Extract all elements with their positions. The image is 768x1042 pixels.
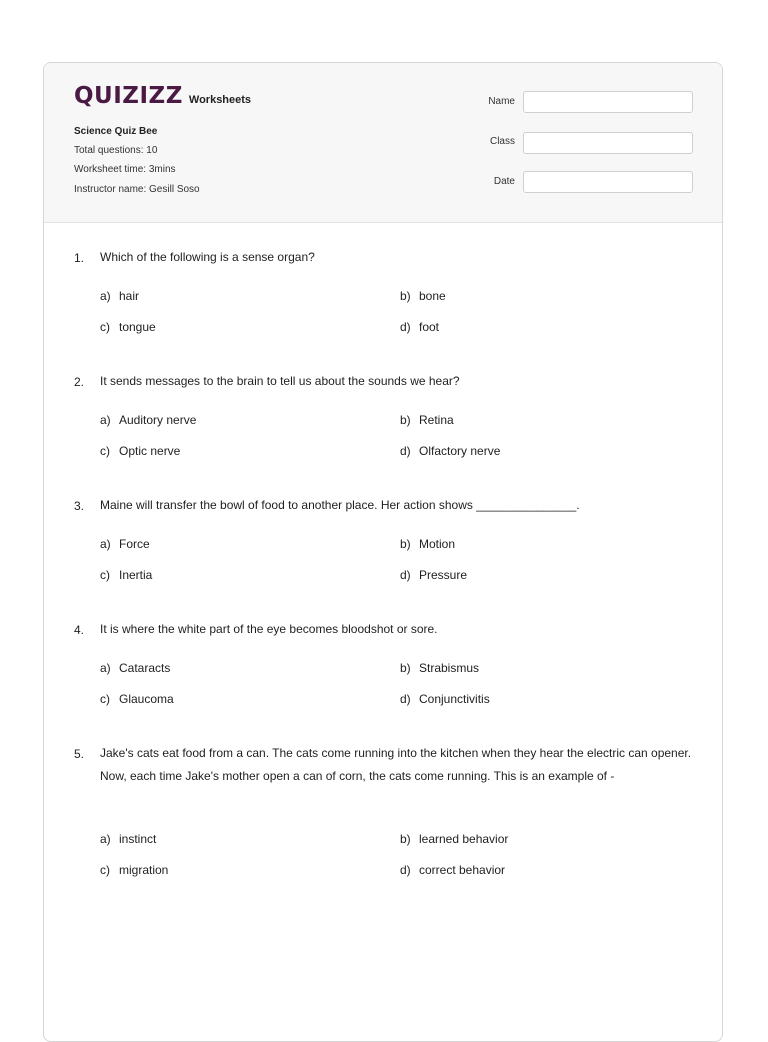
option-a	[100, 537, 150, 551]
option-c	[100, 320, 156, 334]
brand	[74, 83, 251, 109]
option-letter: d)	[400, 863, 411, 877]
option-letter: a)	[100, 537, 111, 551]
option-a	[100, 413, 196, 427]
quiz-title: Science Quiz Bee	[74, 126, 158, 137]
date-field[interactable]	[523, 171, 693, 193]
option-text: Conjunctivitis	[419, 692, 490, 706]
option-d	[400, 863, 505, 877]
question-text: It is where the white part of the eye becomes bloodshot or sore.	[100, 622, 438, 636]
class-field[interactable]	[523, 132, 693, 154]
option-letter: d)	[400, 320, 411, 334]
option-text: Optic nerve	[119, 444, 181, 458]
option-c	[100, 568, 152, 582]
option-letter: b)	[400, 289, 411, 303]
option-c	[100, 863, 168, 877]
option-c	[100, 692, 174, 706]
option-letter: d)	[400, 692, 411, 706]
option-d	[400, 692, 490, 706]
question-number: 5.	[74, 747, 85, 761]
option-text: correct behavior	[419, 863, 506, 877]
quizizz-logo: QUIZIZZ	[74, 83, 183, 109]
question-text: Which of the following is a sense organ?	[100, 250, 315, 264]
option-letter: a)	[100, 413, 111, 427]
name-label: Name	[488, 96, 515, 107]
option-letter: b)	[400, 537, 411, 551]
option-letter: b)	[400, 413, 411, 427]
option-text: bone	[419, 289, 446, 303]
worksheet-card	[43, 62, 723, 1042]
option-letter: c)	[100, 568, 110, 582]
question-number: 3.	[74, 499, 85, 513]
total-questions: Total questions: 10	[74, 145, 158, 156]
option-text: Glaucoma	[119, 692, 174, 706]
option-d	[400, 568, 467, 582]
option-letter: a)	[100, 832, 111, 846]
date-label: Date	[493, 176, 515, 187]
option-a	[100, 289, 139, 303]
option-letter: d)	[400, 444, 411, 458]
option-b	[400, 661, 479, 675]
option-letter: b)	[400, 661, 411, 675]
option-text: Auditory nerve	[119, 413, 197, 427]
option-a	[100, 661, 170, 675]
option-text: migration	[119, 863, 169, 877]
option-text: Cataracts	[119, 661, 171, 675]
option-d	[400, 320, 439, 334]
option-letter: b)	[400, 832, 411, 846]
class-label: Class	[489, 136, 515, 147]
option-text: foot	[419, 320, 440, 334]
option-text: tongue	[119, 320, 156, 334]
option-text: Motion	[419, 537, 456, 551]
option-text: learned behavior	[419, 832, 509, 846]
option-text: Strabismus	[419, 661, 480, 675]
option-letter: c)	[100, 692, 110, 706]
option-letter: a)	[100, 661, 111, 675]
option-b	[400, 289, 446, 303]
question-number: 1.	[74, 251, 85, 265]
option-text: instinct	[119, 832, 157, 846]
worksheets-label: Worksheets	[188, 94, 252, 106]
instructor-name: Instructor name: Gesill Soso	[74, 184, 200, 195]
option-text: hair	[119, 289, 140, 303]
question-text: Maine will transfer the bowl of food to another place. Her action shows _______________.	[100, 498, 580, 512]
option-b	[400, 413, 454, 427]
option-d	[400, 444, 500, 458]
option-text: Retina	[419, 413, 454, 427]
name-field[interactable]	[523, 91, 693, 113]
option-b	[400, 832, 508, 846]
option-b	[400, 537, 455, 551]
worksheet-header	[44, 63, 722, 223]
option-letter: c)	[100, 863, 110, 877]
option-a	[100, 832, 156, 846]
question-number: 4.	[74, 623, 85, 637]
question-text: Jake's cats eat food from a can. The cats come running into the kitchen when they hear the electric can opener. Now, each time Jake's mother open a can of corn, the cats come running. This is an example of -	[100, 746, 692, 783]
option-letter: c)	[100, 320, 110, 334]
option-c	[100, 444, 180, 458]
worksheet-time: Worksheet time: 3mins	[74, 164, 176, 175]
option-letter: a)	[100, 289, 111, 303]
option-text: Inertia	[119, 568, 153, 582]
option-text: Force	[119, 537, 150, 551]
question-text: It sends messages to the brain to tell us about the sounds we hear?	[100, 374, 460, 388]
option-letter: d)	[400, 568, 411, 582]
option-text: Olfactory nerve	[419, 444, 501, 458]
option-text: Pressure	[419, 568, 468, 582]
option-letter: c)	[100, 444, 110, 458]
question-number: 2.	[74, 375, 85, 389]
